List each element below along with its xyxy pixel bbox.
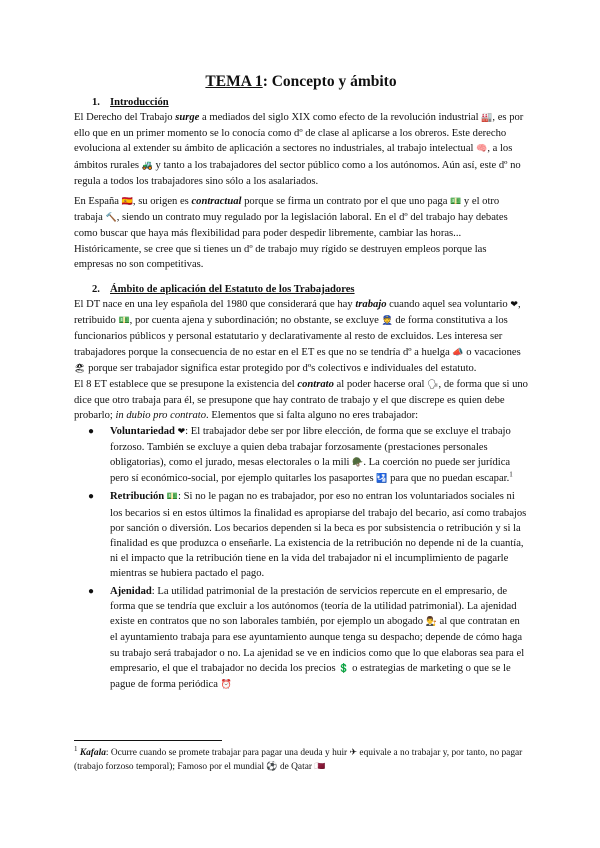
qatar-flag-icon: 🇶🇦	[314, 762, 326, 772]
megaphone-icon: 📣	[452, 347, 464, 358]
airplane-icon: ✈	[349, 748, 358, 758]
footnote-ref[interactable]: 1	[509, 470, 513, 479]
speaking-head-icon: 🗣	[427, 380, 439, 391]
elements-list	[74, 424, 528, 693]
dollar-sign-icon: 💲	[338, 663, 350, 674]
money-icon: 💵	[118, 316, 130, 327]
page-title: TEMA 1: Concepto y ámbito	[205, 73, 397, 90]
footnote: $^1$ Kafala: Ocurre cuando se promete trabajar para pagar una deuda y huir ✈ equivale a no trabajar y, por tanto, no pagar (trabajo forzoso temporal); Famoso por el mundial ⚽ de Qatar 🇶🇦	[74, 744, 523, 772]
heart-icon: ❤	[177, 426, 186, 437]
money-icon: 💵	[166, 492, 179, 503]
brain-icon: 🧠	[476, 144, 488, 155]
officer-icon: 👮	[381, 316, 393, 327]
intro-paragraph-1: El Derecho del Trabajo surge a mediados del siglo XIX como efecto de la revolución industrial 🏭, es por ello que en un primer momento se lo conocía como dº de clase al aplicarse a los obreros. Este derecho evoluciona al extender su ámbito de aplicación a sectores no industriales, al trabajo intelectual 🧠, a los ámbitos rurales 🚜 y tanto a los trabajadores del sector público como a los autónomos. Aún así, este dº no regula a todos los trabajadores sino sólo a los asalariados.	[74, 112, 524, 187]
section2-paragraph-1: El DT nace en una ley española del 1980 que considerará que hay trabajo cuando aquel sea voluntario ❤, retribuido 💵, por cuenta ajena y subordinación; no obstante, se excluye 👮 de forma constitutiva a los funcionarios públicos y personal estatutario y declarativamente al resto de excluidos. Les interesa ser trabajadores porque la consecuencia de no estar en el ET es que no se tendría dº a huelga 📣 o vacaciones 🏖 porque ser trabajador significa estar protegido por dºs colectivos e individuales del estatuto.	[74, 299, 521, 374]
money-icon: 💵	[450, 197, 462, 208]
hammer-icon: 🔨	[105, 213, 117, 224]
passport-control-icon: 🛂	[376, 474, 388, 485]
section-heading-1: 1. Introducción	[92, 97, 169, 108]
tractor-icon: 🚜	[141, 160, 153, 171]
heart-icon: ❤	[510, 300, 518, 311]
factory-icon: 🏭	[481, 113, 493, 123]
lawyer-icon: 👨‍⚖	[425, 617, 437, 628]
footnote-divider	[74, 740, 222, 741]
section-heading-2: 2. Ámbito de aplicación del Estatuto de los Trabajadores	[92, 284, 355, 296]
spain-flag-icon: 🇪🇸	[121, 197, 133, 208]
list-item-voluntariedad: ● Voluntariedad ❤: El trabajador debe ser por libre elección, de forma que se excluye el trabajo forzoso. También se excluye a quien deba trabajar forzosamente (prestaciones personales obligatorias), como el jurado, mesas electorales o la mili 🪖. La coerción no puede ser jurídica pero sí económico-social, por ejemplo quitarles los pasaportes 🛂 para que no puedan escapar.$^1$	[88, 425, 513, 485]
beach-icon: 🏖	[74, 363, 86, 374]
list-item-retribucion: ● Retribución 💵: Si no le pagan no es trabajador, por eso no entran los voluntariados sociales ni los becarios si en estos últimos la finalidad es apropiarse del trabajo del becario, así como trabajos por sanción o diversión. Los becarios dependen si la beca es por subsistencia o retribución y si la finalidad es que produzca o enseñarle. La existencia de la retribución no depende ni de la cuantía, ni el impacto que la retribución tiene en la vida del trabajador ni el incumplimiento de pagarle mientras se hubiera pactado el pago.	[88, 491, 527, 580]
alarm-clock-icon: ⏰	[220, 679, 232, 690]
intro-paragraph-2: En España 🇪🇸, su origen es contractual porque se firma un contrato por el que uno paga 💵 y el otro trabaja 🔨, siendo un contrato muy regulado por la legislación laboral. En el dº del trabajo hay debates como buscar que haya más flexibilidad para poder despedir libremente, cambiar las horas... Históricamente, se cree que si tienes un dº de trabajo muy rígido se destruyen empleos porque las empresas no son competitivas.	[74, 196, 508, 270]
section2-paragraph-2: El 8 ET establece que se presupone la existencia del contrato al poder hacerse oral 🗣, de forma que si uno dice que otro trabaja para él, se presupone que hay contrato de trabajo y el que discrepe es quien debe probarlo; in dubio pro contrato. Elementos que si falta alguno no eres trabajador:	[74, 379, 528, 422]
soccer-ball-icon: ⚽	[266, 762, 278, 772]
list-item-ajenidad: ● Ajenidad: La utilidad patrimonial de la prestación de servicios repercute en el empresario, de forma que se tendría que excluir a los autónomos (teoría de la utilidad patrimonial). La ajenidad existe en contratos que no son laborales también, por ejemplo un abogado 👨‍⚖ al que contratan en el ayuntamiento trabaja para ese ayuntamiento aunque tenga su despacho; depende de cómo haga su trabajo será trabajador o no. La ajenidad se ve en indicios como que lo que elaboras sea para el empresario, el que el trabajador no decida los precios 💲 o estrategias de marketing o que se le pague de forma periódica ⏰	[88, 585, 525, 690]
military-helmet-icon: 🪖	[352, 458, 364, 469]
